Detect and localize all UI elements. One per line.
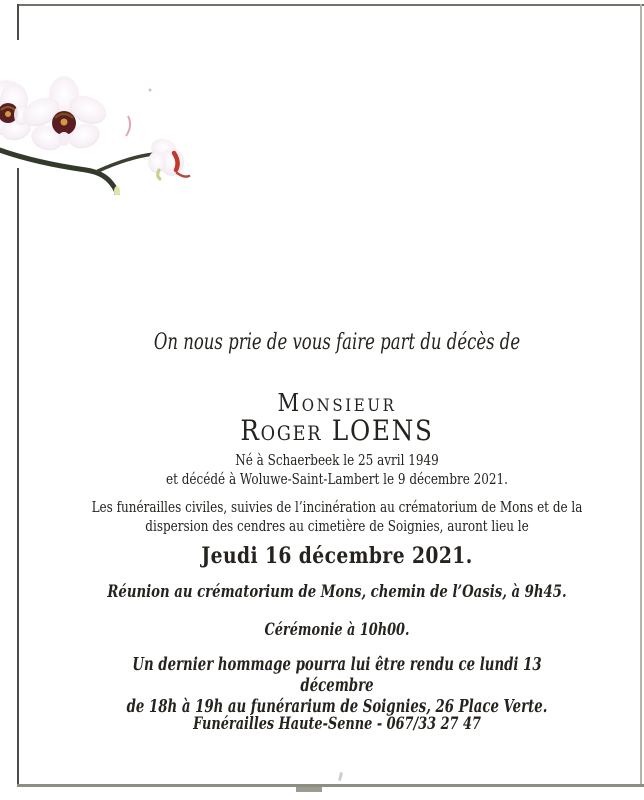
tribute-line-2: de 18h à 19h au funérarium de Soignies, 26 Place Verte. xyxy=(126,697,548,717)
frame-top-edge xyxy=(17,4,644,6)
funeral-details xyxy=(91,498,582,536)
tribute-lines xyxy=(104,655,571,718)
funeral-details-line-2: dispersion des cendres au cimetière de Soignies, auront lieu le xyxy=(145,517,529,535)
orchid-branch-icon xyxy=(0,50,200,195)
deceased-honorific: Monsieur xyxy=(277,389,397,417)
ceremony-line: Cérémonie à 10h00. xyxy=(264,620,410,639)
funeral-details-line-1: Les funérailles civiles, suivies de l’incinération au crématorium de Mons et de la xyxy=(91,498,583,516)
scan-speck-artifact xyxy=(338,772,343,781)
frame-right-edge xyxy=(640,4,642,785)
frame-bottom-edge xyxy=(17,784,644,787)
intro-line: On nous prie de vous faire part du décès de xyxy=(153,330,521,355)
deceased-name: Roger LOENS xyxy=(240,414,434,447)
death-line: et décédé à Woluwe-Saint-Lambert le 9 décembre 2021. xyxy=(166,470,508,488)
funeral-home-contact: Funérailles Haute-Senne - 067/33 27 47 xyxy=(193,714,481,733)
funeral-date: Jeudi 16 décembre 2021. xyxy=(201,543,473,569)
meeting-line: Réunion au crématorium de Mons, chemin de l’Oasis, à 9h45. xyxy=(107,582,567,602)
birth-line: Né à Schaerbeek le 25 avril 1949 xyxy=(235,451,439,469)
tribute-line-1: Un dernier hommage pourra lui être rendu ce lundi 13 décembre xyxy=(132,655,542,696)
scan-edge-artifact xyxy=(296,787,322,792)
